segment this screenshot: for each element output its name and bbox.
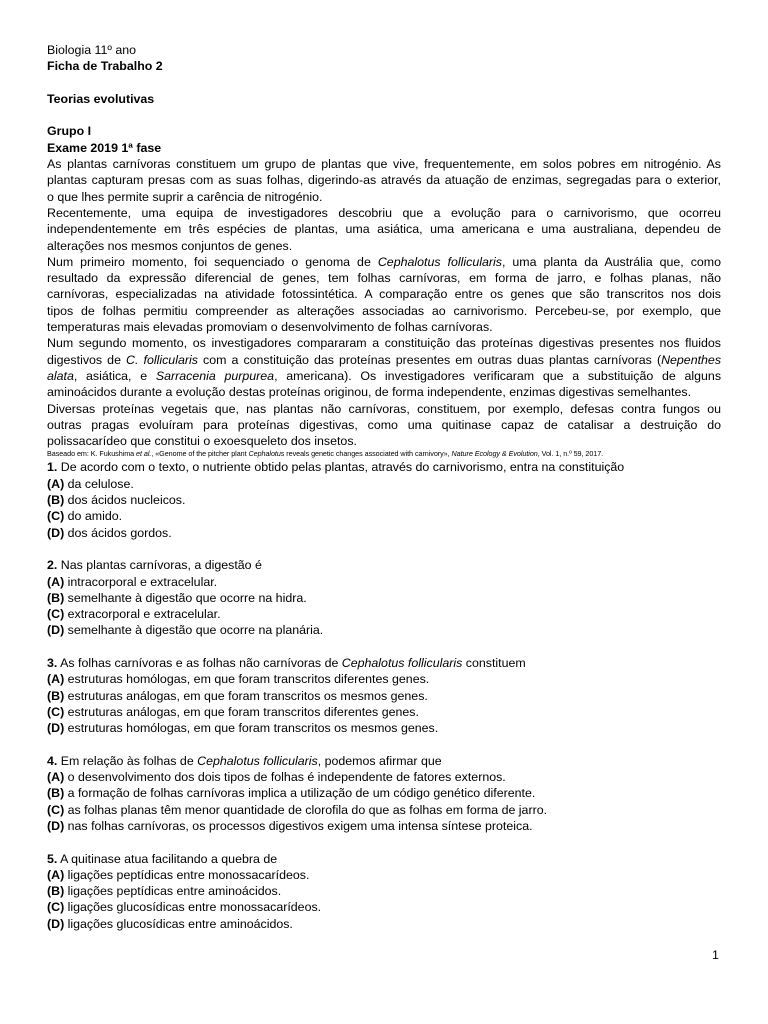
option-text: ligações peptídicas entre aminoácidos. [64,884,282,899]
text-run: Num primeiro momento, foi sequenciado o genoma de [47,254,378,269]
question-5-stem [47,851,721,867]
paragraph-line: Num segundo momento, os investigadores compararam a constituição das proteínas digestivas presentes nos fluidos [47,336,721,351]
question-1-option-a[interactable] [47,476,721,492]
paragraph-line: resultado da expressão diferencial de genes, tem folhas carnívoras, em forma de jarro, e folhas planas, não [47,271,721,286]
worksheet-title: Ficha de Trabalho 2 [47,59,163,74]
option-text: estruturas homólogas, em que foram transcritos os mesmos genes. [64,721,439,736]
paragraph-line: plantas capturam presas com as suas folhas, digerindo-as através da atuação de enzimas, segregadas para o exterior, [47,173,721,188]
paragraph-line [47,352,721,368]
option-text: extracorporal e extracelular. [64,607,221,622]
option-letter: (C) [47,900,65,915]
question-4-option-d[interactable] [47,818,721,834]
text-run: , americana). Os investigadores verificaram que a substituição de alguns [274,368,722,383]
text-run: , «Genome of the pitcher plant [151,449,249,459]
page-number: 1 [712,948,719,962]
option-letter: (C) [47,509,65,524]
question-number: 5. [47,851,58,866]
paragraph-line: Diversas proteínas vegetais que, nas plantas não carnívoras, constituem, por exemplo, defesas contra fungos ou [47,401,721,416]
paragraph-line: polissacarídeo que constitui o exoesqueleto dos insetos. [47,434,357,449]
paragraph-line: carnívoras, especializadas na atividade fotossintética. A comparação entre os genes que são transcritos nos dois [47,287,721,302]
question-2-option-c[interactable] [47,606,721,622]
question-1-option-b[interactable] [47,492,721,508]
option-letter: (A) [47,672,65,687]
paragraph-3 [47,254,721,335]
text-run: , uma planta da Austrália que, como [501,254,722,269]
option-text: ligações peptídicas entre monossacarídeos. [64,867,310,882]
paragraph-line: temperaturas mais elevadas promoviam o desenvolvimento de folhas carnívoras. [47,320,493,335]
option-letter: (D) [47,721,65,736]
option-text: estruturas análogas, em que foram transcritos diferentes genes. [64,704,419,719]
text-run: Nature Ecology & Evolution [451,449,538,459]
question-1-stem [47,459,721,475]
option-text: semelhante à digestão que ocorre na planária. [64,623,324,638]
option-letter: (A) [47,574,65,589]
question-2-option-d[interactable] [47,622,721,638]
option-text: ligações glucosídicas entre aminoácidos. [64,916,293,931]
option-text: estruturas homólogas, em que foram transcritos diferentes genes. [64,672,430,687]
option-text: intracorporal e extracelular. [64,574,218,589]
paragraph-1 [47,156,721,205]
question-3-option-a[interactable] [47,671,721,687]
text-run: , Vol. 1, n.º 59, 2017. [537,449,604,459]
species-name: Sarracenia purpurea [155,368,275,383]
option-text: ligações glucosídicas entre monossacarídeos. [64,900,322,915]
group-title: Grupo I [47,124,92,139]
question-1-option-d[interactable] [47,525,721,541]
question-3-option-c[interactable] [47,704,721,720]
text-run: Baseado em: K. Fukushima [47,449,137,459]
question-5-option-a[interactable] [47,867,721,883]
course-label: Biologia 11º ano [47,43,137,57]
option-text: o desenvolvimento dos dois tipos de folhas é independente de fatores externos. [64,770,506,785]
paragraph-line: As plantas carnívoras constituem um grupo de plantas que vive, frequentemente, em solos pobres em nitrogénio. As [47,157,721,172]
question-4-option-a[interactable] [47,769,721,785]
option-letter: (D) [47,818,65,833]
paragraph-4 [47,335,721,400]
question-2-option-b[interactable] [47,590,721,606]
text-run: digestivos de [47,352,127,367]
paragraph-line: Recentemente, uma equipa de investigadores descobriu que a evolução para o carnivorismo, que ocorreu [47,205,721,220]
question-number: 2. [47,558,58,573]
option-letter: (B) [47,786,65,801]
exam-label: Exame 2019 1ª fase [47,140,162,155]
option-text: estruturas análogas, em que foram transcritos os mesmos genes. [64,688,428,703]
text-run: , asiática, e [73,368,156,383]
question-2-option-a[interactable] [47,574,721,590]
source-citation [47,449,721,459]
option-letter: (C) [47,607,65,622]
option-text: a formação de folhas carnívoras implica a utilização de um código genético diferente. [64,786,536,801]
paragraph-line: o que lhes permite suprir a carência de nitrogénio. [47,189,323,204]
option-letter: (A) [47,770,65,785]
species-name: C. follicularis [126,352,198,367]
question-2-stem [47,557,721,573]
option-text: da celulose. [64,476,134,491]
option-letter: (B) [47,884,65,899]
option-letter: (C) [47,704,65,719]
text-run: et al. [136,449,152,459]
paragraph-line: alterações nos mesmos conjuntos de genes. [47,238,293,253]
option-letter: (B) [47,688,65,703]
question-4-stem [47,753,721,769]
species-name: Nepenthes [661,352,722,367]
topic-title: Teorias evolutivas [47,91,155,106]
species-name: Cephalotus follicularis [377,254,502,269]
option-letter: (D) [47,916,65,931]
option-letter: (C) [47,802,65,817]
option-letter: (B) [47,590,65,605]
question-text: Em relação às folhas de [57,753,198,768]
species-name: Cephalotus follicularis [197,753,318,768]
question-text: constituem [462,655,526,670]
question-text: A quitinase atua facilitando a quebra de [57,851,278,866]
paragraph-line [47,254,721,270]
question-4-option-c[interactable] [47,802,721,818]
question-3-stem [47,655,721,671]
species-name: alata [47,368,74,383]
question-4-option-b[interactable] [47,785,721,801]
text-run: com a constituição das proteínas presentes em outras duas plantas carnívoras ( [197,352,662,367]
option-text: do amido. [64,509,123,524]
paragraph-line: tipos de folhas permitiu compreender as alterações associadas ao carnivorismo. Percebeu-se, por exemplo, que [47,303,721,318]
paragraph-5 [47,401,721,450]
option-text: dos ácidos nucleicos. [64,493,186,508]
question-number: 4. [47,753,58,768]
question-text: As folhas carnívoras e as folhas não carnívoras de [57,655,342,670]
paragraph-2 [47,205,721,254]
question-text: De acordo com o texto, o nutriente obtido pelas plantas, através do carnivorismo, entra na constituição [57,460,625,475]
question-text: Nas plantas carnívoras, a digestão é [57,558,262,573]
paragraph-line [47,368,721,384]
question-3-option-b[interactable] [47,688,721,704]
option-text: nas folhas carnívoras, os processos digestivos exigem uma intensa síntese proteica. [64,818,533,833]
question-1-option-c[interactable] [47,508,721,524]
text-run: Cephalotus [248,449,285,459]
paragraph-line: independentemente em três espécies de plantas, uma asiática, uma americana e uma australiana, dependeu de [47,222,721,237]
paragraph-line: aminoácidos durante a evolução destas proteínas originou, de forma independente, enzimas digestivas semelhantes. [47,385,692,400]
option-letter: (D) [47,525,65,540]
document-page [47,42,721,932]
text-run: reveals genetic changes associated with carnivory», [284,449,452,459]
question-number: 1. [47,460,58,475]
question-5-option-c[interactable] [47,899,721,915]
option-text: as folhas planas têm menor quantidade de clorofila do que as folhas em forma de jarro. [64,802,548,817]
question-number: 3. [47,655,58,670]
option-text: semelhante à digestão que ocorre na hidra. [64,590,307,605]
question-5-option-d[interactable] [47,916,721,932]
question-5-option-b[interactable] [47,883,721,899]
option-letter: (D) [47,623,65,638]
option-letter: (B) [47,493,65,508]
option-letter: (A) [47,476,65,491]
question-text: , podemos afirmar que [317,753,442,768]
species-name: Cephalotus follicularis [341,655,463,670]
paragraph-line: outras pragas evoluíram para proteínas digestivas, como uma quitinase capaz de catalisar a destruição do [47,417,721,432]
option-text: dos ácidos gordos. [64,525,172,540]
question-3-option-d[interactable] [47,720,721,736]
option-letter: (A) [47,867,65,882]
